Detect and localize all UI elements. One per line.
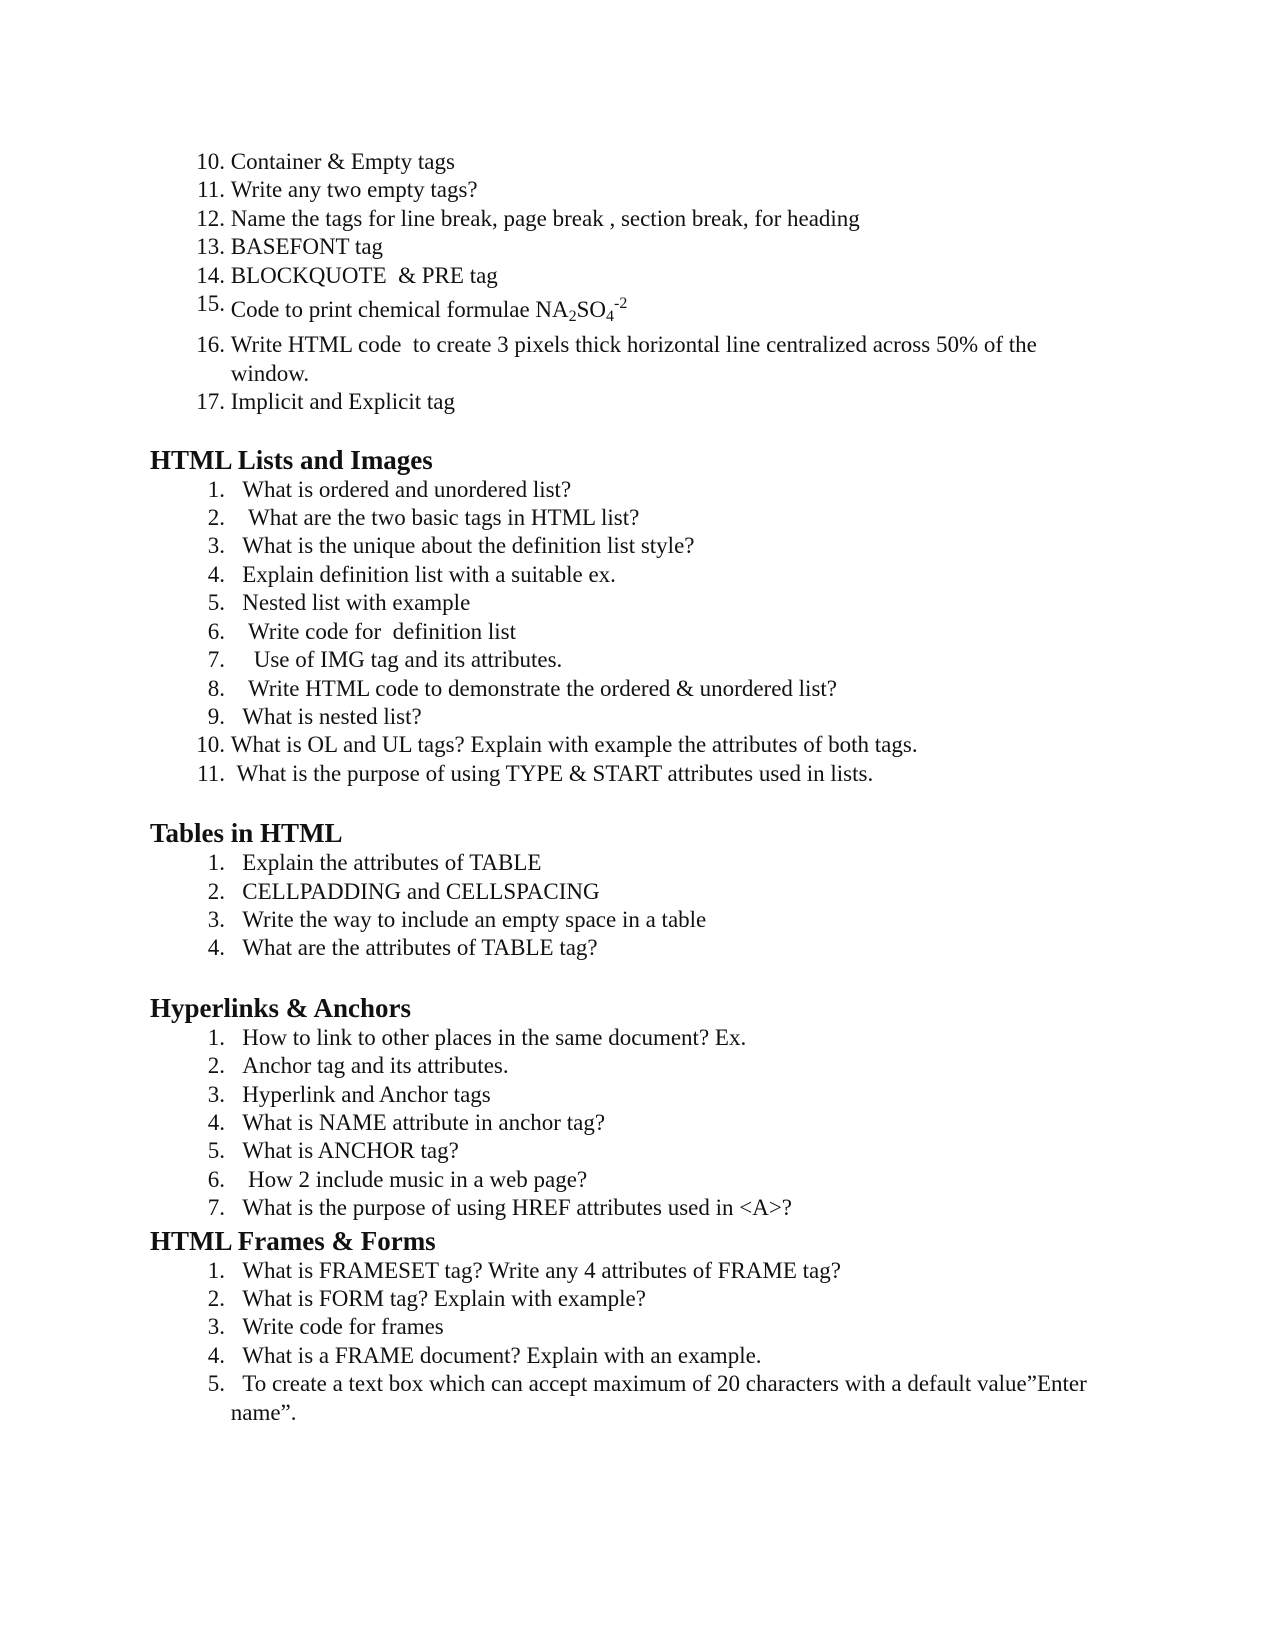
item-number: 3. xyxy=(207,906,225,932)
item-number: 9. xyxy=(207,703,225,729)
list-item xyxy=(0,148,1275,176)
list-item xyxy=(0,1109,1275,1137)
frames-forms-question-list xyxy=(0,1257,1275,1427)
list-item xyxy=(0,331,1275,388)
item-number: 10. xyxy=(196,149,225,174)
item-text: What are the two basic tags in HTML list? xyxy=(225,505,640,531)
list-item xyxy=(0,1342,1275,1370)
formula-subscript: 4 xyxy=(606,308,615,326)
item-text: What is the unique about the definition list style? xyxy=(225,533,695,559)
list-item xyxy=(0,646,1275,674)
item-text: Write HTML code to create 3 pixels thick horizontal line centralized across 50% of the window. xyxy=(230,332,1037,386)
item-text: How to link to other places in the same document? Ex. xyxy=(225,1024,747,1050)
section-heading-tables: Tables in HTML xyxy=(150,818,343,849)
item-number: 2. xyxy=(207,505,225,531)
item-text: Write code for frames xyxy=(225,1314,444,1340)
section-heading-lists-images: HTML Lists and Images xyxy=(150,444,433,475)
item-number: 7. xyxy=(207,647,225,673)
list-item xyxy=(0,388,1275,416)
item-number: 14. xyxy=(196,262,225,288)
list-item xyxy=(0,1313,1275,1341)
item-number: 6. xyxy=(207,1166,225,1192)
item-number: 4. xyxy=(207,935,225,961)
item-text: What is a FRAME document? Explain with an example. xyxy=(225,1342,762,1368)
item-text: What is the purpose of using TYPE & START attributes used in lists. xyxy=(225,760,874,786)
list-item xyxy=(0,703,1275,731)
list-item xyxy=(0,934,1275,962)
item-number: 15. xyxy=(196,291,225,317)
item-text: Explain the attributes of TABLE xyxy=(225,850,542,876)
item-text: To create a text box which can accept maximum of 20 characters with a default value”Enter name”. xyxy=(230,1371,1087,1425)
item-number: 1. xyxy=(207,1024,225,1050)
list-item xyxy=(0,849,1275,877)
lists-images-question-list xyxy=(0,476,1275,788)
item-text: Write code for definition list xyxy=(225,618,516,644)
item-text: Anchor tag and its attributes. xyxy=(225,1053,509,1079)
item-text: CELLPADDING and CELLSPACING xyxy=(225,878,600,904)
item-text: BLOCKQUOTE & PRE tag xyxy=(225,262,498,288)
item-number: 12. xyxy=(196,205,225,231)
item-text: Use of IMG tag and its attributes. xyxy=(225,647,563,673)
list-item xyxy=(0,476,1275,504)
tables-question-list xyxy=(0,849,1275,963)
item-number: 8. xyxy=(207,675,225,701)
item-number: 16. xyxy=(196,332,225,358)
list-item xyxy=(0,1285,1275,1313)
formula-middle: SO xyxy=(576,297,607,323)
formula-prefix: Code to print chemical formulae NA xyxy=(225,297,569,323)
list-item xyxy=(0,532,1275,560)
list-item xyxy=(0,1194,1275,1222)
list-item xyxy=(0,1257,1275,1285)
item-number: 10. xyxy=(196,732,225,758)
list-item xyxy=(0,906,1275,934)
item-number: 5. xyxy=(207,1371,225,1397)
list-item xyxy=(0,561,1275,589)
formula-superscript: -2 xyxy=(614,295,628,313)
item-text: Nested list with example xyxy=(225,590,471,616)
item-text: What is nested list? xyxy=(225,703,422,729)
list-item xyxy=(0,1137,1275,1165)
item-number: 1. xyxy=(207,850,225,876)
list-item xyxy=(0,1370,1275,1427)
continued-question-list xyxy=(0,148,1275,417)
item-number: 17. xyxy=(196,389,225,415)
item-text: Write the way to include an empty space in a table xyxy=(225,906,707,932)
list-item xyxy=(0,1166,1275,1194)
item-number: 3. xyxy=(207,1081,225,1107)
list-item xyxy=(0,290,1275,331)
item-number: 1. xyxy=(207,476,225,502)
item-number: 7. xyxy=(207,1195,225,1221)
item-text: What is OL and UL tags? Explain with example the attributes of both tags. xyxy=(225,732,918,758)
list-item xyxy=(0,878,1275,906)
item-text: BASEFONT tag xyxy=(225,234,384,260)
item-text: What is FRAMESET tag? Write any 4 attributes of FRAME tag? xyxy=(225,1257,841,1283)
item-text: Explain definition list with a suitable ex. xyxy=(225,561,616,587)
list-item xyxy=(0,176,1275,204)
item-text xyxy=(225,290,1145,331)
item-text: Name the tags for line break, page break , section break, for heading xyxy=(225,205,860,231)
list-item xyxy=(0,1081,1275,1109)
list-item xyxy=(0,504,1275,532)
list-item xyxy=(0,262,1275,290)
item-text: What is ANCHOR tag? xyxy=(225,1138,459,1164)
list-item xyxy=(0,589,1275,617)
list-item xyxy=(0,233,1275,261)
list-item xyxy=(0,1052,1275,1080)
list-item xyxy=(0,731,1275,759)
item-number: 3. xyxy=(207,1314,225,1340)
item-text: What is NAME attribute in anchor tag? xyxy=(225,1109,606,1135)
section-heading-frames-forms: HTML Frames & Forms xyxy=(150,1225,436,1256)
item-text: What is ordered and unordered list? xyxy=(225,476,572,502)
item-number: 4. xyxy=(207,1342,225,1368)
list-item xyxy=(0,760,1275,788)
item-text: What are the attributes of TABLE tag? xyxy=(225,935,598,961)
section-heading-hyperlinks: Hyperlinks & Anchors xyxy=(150,992,412,1023)
item-number: 1. xyxy=(207,1257,225,1283)
item-text: Hyperlink and Anchor tags xyxy=(225,1081,491,1107)
item-number: 3. xyxy=(207,533,225,559)
hyperlinks-question-list xyxy=(0,1024,1275,1223)
formula-subscript: 2 xyxy=(568,308,577,326)
item-number: 11. xyxy=(197,177,225,203)
item-number: 4. xyxy=(207,561,225,587)
list-item xyxy=(0,205,1275,233)
item-number: 2. xyxy=(207,1053,225,1079)
list-item xyxy=(0,618,1275,646)
item-number: 5. xyxy=(207,1138,225,1164)
item-text: Write any two empty tags? xyxy=(225,177,478,203)
item-number: 6. xyxy=(207,618,225,644)
list-item xyxy=(0,1024,1275,1052)
list-item xyxy=(0,675,1275,703)
item-text: What is the purpose of using HREF attributes used in <A>? xyxy=(225,1195,793,1221)
item-text: Container & Empty tags xyxy=(225,149,455,174)
item-text: Implicit and Explicit tag xyxy=(225,389,455,415)
item-number: 13. xyxy=(196,234,225,260)
item-number: 11. xyxy=(197,760,225,786)
item-number: 2. xyxy=(207,1286,225,1311)
item-text: Write HTML code to demonstrate the ordered & unordered list? xyxy=(225,675,837,701)
item-text: How 2 include music in a web page? xyxy=(225,1166,588,1192)
item-number: 5. xyxy=(207,590,225,616)
item-text: What is FORM tag? Explain with example? xyxy=(225,1286,646,1311)
item-number: 4. xyxy=(207,1109,225,1135)
item-number: 2. xyxy=(207,878,225,904)
